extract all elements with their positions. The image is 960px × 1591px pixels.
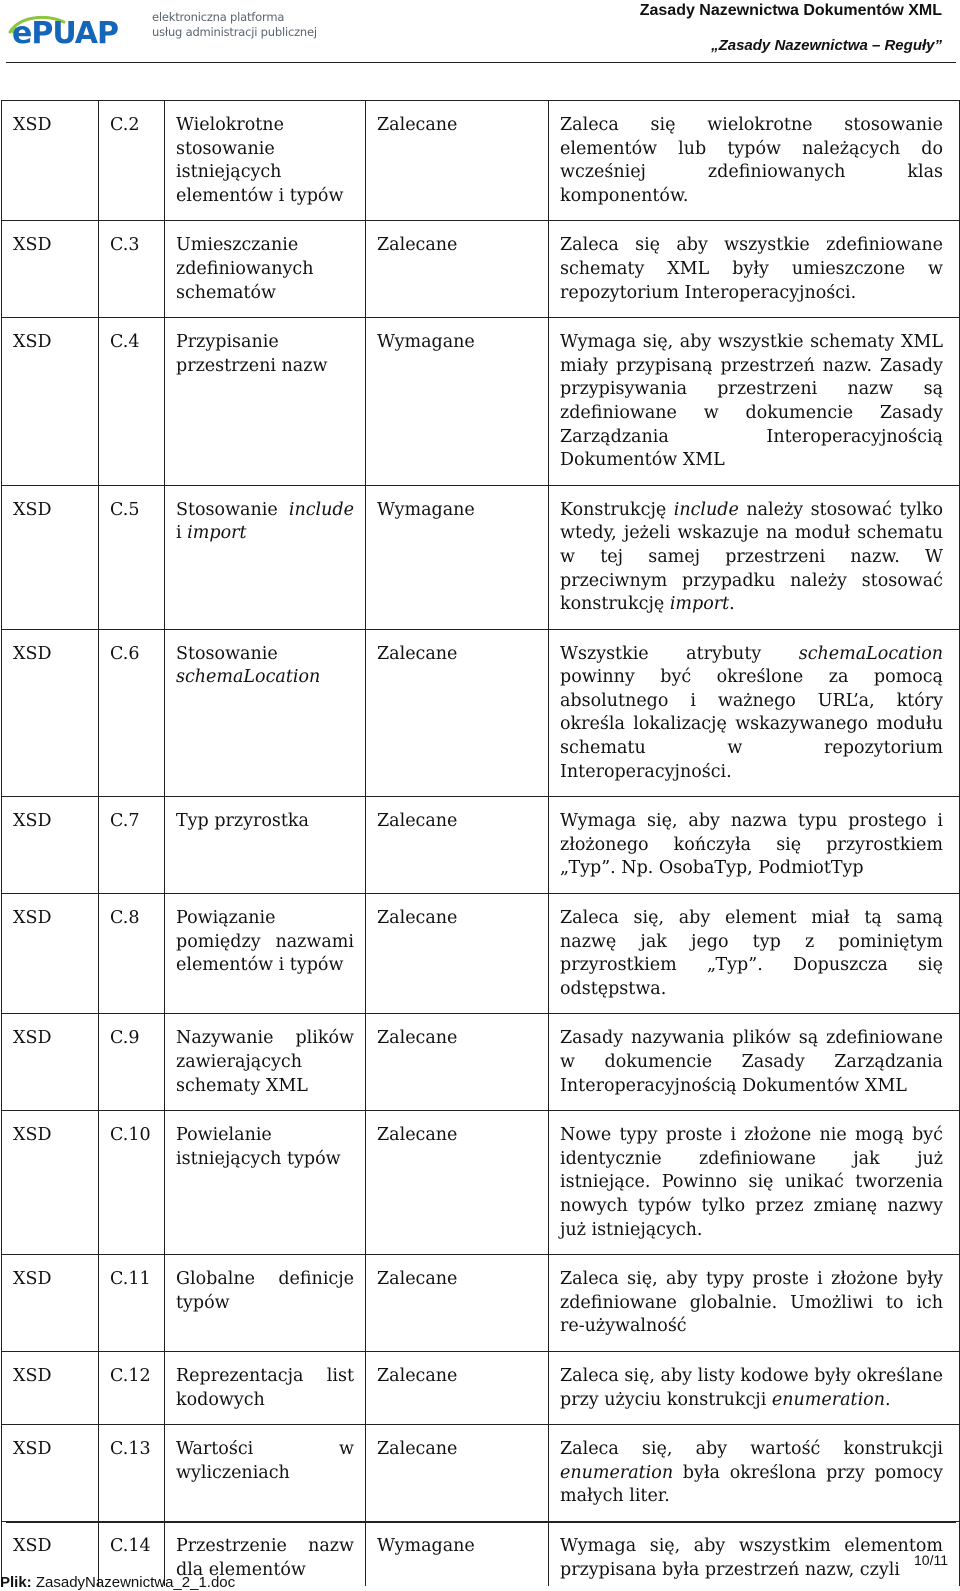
footer-divider (6, 1522, 956, 1523)
cell-description (549, 101, 960, 221)
file-label: Plik: (0, 1574, 32, 1591)
table-row (2, 1255, 960, 1352)
text-run: Wartości w wyliczeniach (176, 1439, 354, 1483)
italic-term: schemaLocation (176, 667, 321, 688)
cell-code: C.13 (99, 1425, 165, 1522)
text-run: Powielanie istniejących typów (176, 1125, 341, 1169)
cell-level: Zalecane (366, 1111, 549, 1255)
text-run: . (885, 1389, 891, 1410)
rules-table-body (2, 101, 960, 1587)
cell-name (165, 1425, 366, 1522)
cell-name (165, 318, 366, 486)
text-run: Zaleca się, aby listy kodowe były określane przy użyciu konstrukcji (560, 1365, 943, 1410)
cell-description (549, 1255, 960, 1352)
cell-code: C.7 (99, 797, 165, 894)
document-subtitle: „Zasady Nazewnictwa – Reguły” (711, 37, 942, 54)
cell-description (549, 797, 960, 894)
cell-name (165, 101, 366, 221)
cell-code: C.6 (99, 629, 165, 797)
text-run: Nazywanie plików zawierających schematy XML (176, 1028, 354, 1096)
cell-description (549, 894, 960, 1014)
italic-term: include (288, 499, 354, 520)
cell-description (549, 318, 960, 486)
cell-name (165, 221, 366, 318)
table-row (2, 101, 960, 221)
text-run: Typ przyrostka (176, 811, 309, 832)
italic-term: include (673, 499, 739, 520)
cell-code: C.10 (99, 1111, 165, 1255)
text-run: powinny być określone za pomocą absolutnego i ważnego URL’a, który określa lokalizację wskazywanego modułu schematu w repozytorium Interoperacyjności. (560, 667, 943, 782)
text-run: . (729, 594, 735, 615)
cell-type: XSD (2, 629, 99, 797)
cell-level: Wymagane (366, 318, 549, 486)
text-run: Zaleca się, aby element miał tą samą nazwę jak jego typ z pominiętym przyrostkiem „Typ”. Dopuszcza się odstępstwa. (560, 908, 943, 999)
cell-level: Zalecane (366, 894, 549, 1014)
document-title: Zasady Nazewnictwa Dokumentów XML (639, 2, 942, 19)
cell-code: C.14 (99, 1521, 165, 1586)
italic-term: schemaLocation (798, 643, 943, 664)
cell-name (165, 485, 366, 629)
cell-type: XSD (2, 1351, 99, 1424)
cell-type: XSD (2, 1521, 99, 1586)
text-run: należy stosować tylko wtedy, jeżeli wskazuje na moduł schematu w tej samej przestrzeni nazw. W przeciwnym przypadku należy stosować konstrukcję (560, 499, 943, 615)
cell-code: C.4 (99, 318, 165, 486)
cell-level: Zalecane (366, 1014, 549, 1111)
cell-level: Zalecane (366, 101, 549, 221)
text-run: Stosowanie (176, 643, 278, 664)
cell-level: Zalecane (366, 1351, 549, 1424)
cell-type: XSD (2, 1425, 99, 1522)
epuap-logo-mark (6, 8, 151, 48)
table-row (2, 485, 960, 629)
cell-code: C.3 (99, 221, 165, 318)
cell-level: Wymagane (366, 1521, 549, 1586)
table-row (2, 221, 960, 318)
cell-description (549, 485, 960, 629)
cell-type: XSD (2, 318, 99, 486)
cell-type: XSD (2, 221, 99, 318)
cell-code: C.9 (99, 1014, 165, 1111)
cell-level: Zalecane (366, 221, 549, 318)
epuap-logo[interactable] (6, 8, 317, 48)
cell-description (549, 1014, 960, 1111)
cell-name (165, 894, 366, 1014)
cell-description (549, 1425, 960, 1522)
text-run: Stosowanie (176, 499, 289, 520)
text-run: Wymaga się, aby wszystkie schematy XML miały przypisaną przestrzeń nazw. Zasady przypisywania przestrzeni nazw są zdefiniowane w dokumencie Zasady Zarządzania Interoperacyjnością Dokumentów XML (560, 332, 943, 471)
cell-code: C.12 (99, 1351, 165, 1424)
text-run: Umieszczanie zdefiniowanych schematów (176, 235, 314, 303)
file-name-value: ZasadyNazewnictwa_2_1.doc (35, 1574, 236, 1591)
cell-level: Zalecane (366, 797, 549, 894)
cell-type: XSD (2, 894, 99, 1014)
italic-term: enumeration (771, 1389, 885, 1410)
table-row (2, 318, 960, 486)
italic-term: import (187, 523, 247, 544)
rules-table-container (0, 100, 960, 1586)
text-run: Zasady nazywania plików są zdefiniowane w dokumencie Zasady Zarządzania Interoperacyjnością Dokumentów XML (560, 1028, 943, 1096)
cell-code: C.8 (99, 894, 165, 1014)
table-row (2, 629, 960, 797)
text-run: Przestrzenie nazw dla elementów (176, 1535, 354, 1580)
rules-table (1, 100, 960, 1586)
text-run: Wielokrotne stosowanie istniejących elementów i typów (176, 115, 344, 206)
cell-code: C.2 (99, 101, 165, 221)
text-run: Nowe typy proste i złożone nie mogą być identycznie zdefiniowane jak już istniejące. Powinno się unikać tworzenia nowych typów tylko przez zmianę nazwy już istniejących. (560, 1125, 943, 1240)
cell-code: C.5 (99, 485, 165, 629)
cell-description (549, 1111, 960, 1255)
cell-type: XSD (2, 485, 99, 629)
page-number: 10/11 (914, 1552, 948, 1568)
text-run: i (176, 523, 188, 544)
italic-term: import (669, 594, 730, 615)
cell-level: Wymagane (366, 485, 549, 629)
cell-description (549, 221, 960, 318)
table-row (2, 797, 960, 894)
cell-name (165, 1014, 366, 1111)
text-run: Zaleca się, aby typy proste i złożone były zdefiniowane globalnie. Umożliwi to ich re-używalność (560, 1269, 943, 1337)
cell-name (165, 1111, 366, 1255)
text-run: Przypisanie przestrzeni nazw (176, 332, 328, 376)
cell-type: XSD (2, 797, 99, 894)
cell-type: XSD (2, 1111, 99, 1255)
cell-name (165, 629, 366, 797)
file-name (0, 1574, 235, 1591)
text-run: Reprezentacja list kodowych (176, 1365, 354, 1410)
cell-type: XSD (2, 1014, 99, 1111)
text-run: była określona przy pomocy małych liter. (560, 1462, 943, 1507)
table-row (2, 1425, 960, 1522)
logo-tagline-1: elektroniczna platforma (152, 10, 285, 24)
cell-name (165, 797, 366, 894)
cell-description (549, 1351, 960, 1424)
cell-description (549, 1521, 960, 1586)
cell-type: XSD (2, 101, 99, 221)
logo-wordmark: ePUAP (12, 16, 118, 48)
text-run: Powiązanie pomiędzy nazwami elementów i typów (176, 908, 354, 976)
cell-level: Zalecane (366, 1255, 549, 1352)
page-header (0, 0, 960, 64)
text-run: Wymaga się, aby wszystkim elementom przypisana była przestrzeń nazw, czyli (560, 1535, 943, 1580)
cell-code: C.11 (99, 1255, 165, 1352)
text-run: Zaleca się, aby wartość konstrukcji (560, 1439, 943, 1460)
table-row (2, 894, 960, 1014)
table-row (2, 1014, 960, 1111)
italic-term: enumeration (560, 1462, 674, 1483)
cell-type: XSD (2, 1255, 99, 1352)
cell-level: Zalecane (366, 1425, 549, 1522)
logo-tagline-2: usług administracji publicznej (152, 25, 317, 39)
text-run: Globalne definicje typów (176, 1269, 354, 1313)
cell-name (165, 1255, 366, 1352)
text-run: Zaleca się wielokrotne stosowanie elementów lub typów należących do wcześniej zdefiniowanych klas komponentów. (560, 115, 943, 206)
table-row (2, 1111, 960, 1255)
text-run: Zaleca się aby wszystkie zdefiniowane schematy XML były umieszczone w repozytorium Interoperacyjności. (560, 235, 943, 303)
cell-description (549, 629, 960, 797)
cell-level: Zalecane (366, 629, 549, 797)
table-row (2, 1351, 960, 1424)
header-divider (6, 62, 956, 63)
cell-name (165, 1351, 366, 1424)
text-run: Wszystkie atrybuty (560, 643, 799, 664)
text-run: Wymaga się, aby nazwa typu prostego i złożonego kończyła się przyrostkiem „Typ”. Np. OsobaTyp, PodmiotTyp (560, 811, 943, 879)
text-run: Konstrukcję (560, 499, 674, 520)
